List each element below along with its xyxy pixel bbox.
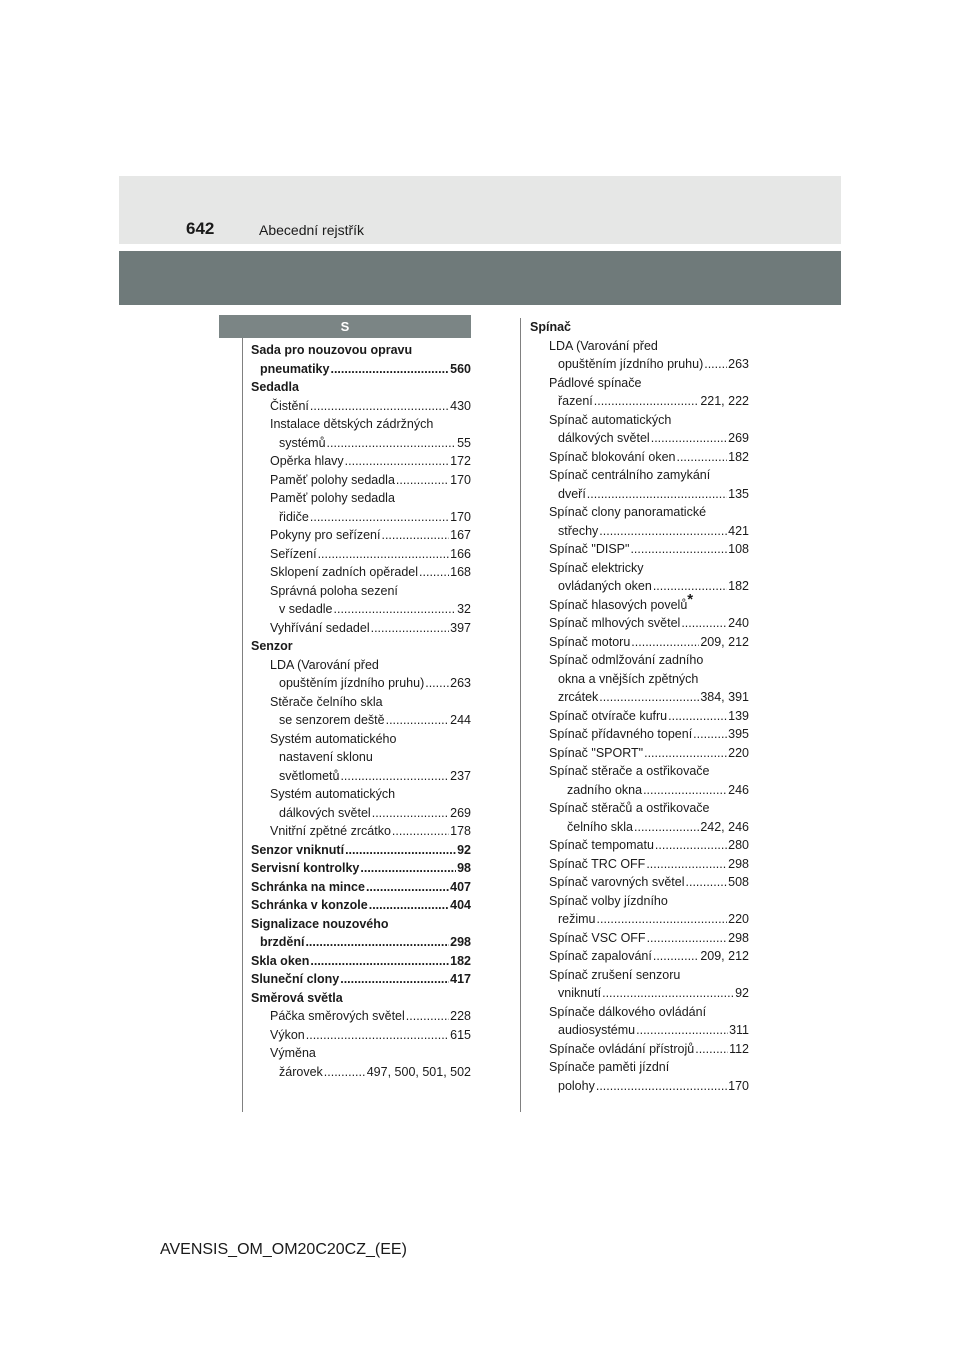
- entry-term: Spínač: [530, 320, 571, 334]
- leader-dots: [392, 822, 449, 840]
- entry-term: okna a vnějších zpětných: [558, 671, 699, 686]
- entry-term: zrcátek: [558, 690, 599, 704]
- entry-term: Pádlové spínače: [549, 375, 642, 390]
- index-entry: [251, 952, 471, 970]
- entry-term: Spínače ovládání přístrojů: [549, 1041, 695, 1056]
- index-entry: [270, 1007, 471, 1025]
- entry-term: Spínač TRC OFF: [549, 856, 646, 871]
- leader-dots: [693, 725, 727, 743]
- document-code: AVENSIS_OM_OM20C20CZ_(EE): [160, 1241, 407, 1258]
- index-entry: [270, 1026, 471, 1044]
- entry-term: Směrová světla: [251, 990, 343, 1005]
- index-entry: [270, 415, 471, 433]
- index-entry: [549, 892, 749, 910]
- entry-term: Pokyny pro seřízení: [270, 528, 381, 542]
- entry-term: Spínač stěračů a ostřikovače: [549, 801, 710, 815]
- header-dark-band: [119, 251, 841, 305]
- leader-dots: [599, 688, 699, 706]
- entry-term: Čistění: [270, 398, 309, 413]
- leader-dots: [425, 674, 449, 692]
- entry-page: 246: [728, 782, 749, 797]
- index-entry: [549, 411, 749, 429]
- entry-term: Spínač motoru: [549, 634, 631, 649]
- entry-term: nastavení sklonu: [279, 750, 373, 764]
- index-entry: [558, 910, 749, 928]
- entry-page: 242, 246: [700, 819, 749, 834]
- index-entry: [549, 836, 749, 854]
- page-number: 642: [186, 219, 215, 238]
- leader-dots: [306, 1026, 449, 1044]
- leader-dots: [310, 952, 449, 970]
- entry-term: čelního skla: [567, 819, 634, 834]
- index-entry: [251, 878, 471, 896]
- leader-dots: [634, 818, 699, 836]
- entry-term: Spínač elektricky: [549, 560, 644, 575]
- entry-term: Spínač centrálního zamykání: [549, 468, 711, 482]
- index-entry: [251, 989, 471, 1007]
- entry-page: 182: [728, 579, 749, 593]
- entry-term: pneumatiky: [260, 361, 330, 376]
- entry-term: Správná poloha sezení: [270, 583, 398, 598]
- entry-page: 298: [728, 930, 749, 945]
- leader-dots: [324, 1063, 366, 1081]
- index-entry: [558, 1021, 749, 1039]
- leader-dots: [646, 855, 727, 873]
- entry-term: Spínač odmlžování zadního: [549, 653, 704, 667]
- index-entry: [549, 633, 749, 651]
- index-entry: [558, 522, 749, 540]
- entry-page: 269: [450, 805, 471, 820]
- entry-term: Spínač zrušení senzoru: [549, 967, 681, 982]
- leader-dots: [372, 804, 449, 822]
- entry-term: Výměna: [270, 1046, 316, 1060]
- entry-term: Spínač VSC OFF: [549, 930, 646, 945]
- entry-page: 139: [728, 708, 749, 723]
- entry-page: 430: [450, 398, 471, 413]
- leader-dots: [360, 859, 456, 877]
- section-letter-bar: S: [219, 315, 471, 338]
- leader-dots: [381, 526, 449, 544]
- index-entry: [251, 859, 471, 877]
- index-entry: [549, 707, 749, 725]
- index-entry: [260, 933, 471, 951]
- entry-term: řazení: [558, 394, 593, 408]
- entry-term: Spínač tempomatu: [549, 838, 654, 852]
- leader-dots: [704, 355, 727, 373]
- leader-dots: [396, 471, 449, 489]
- leader-dots: [655, 836, 727, 854]
- entry-term: Senzor vniknutí: [251, 842, 345, 857]
- index-entry: [549, 929, 749, 947]
- index-entry: [270, 693, 471, 711]
- index-entry: [251, 341, 471, 359]
- index-entry: [251, 841, 471, 859]
- leader-dots: [587, 485, 727, 503]
- entry-page: 170: [450, 509, 471, 524]
- index-entry: [558, 1077, 749, 1095]
- index-entry: [251, 896, 471, 914]
- index-entry: [270, 582, 471, 600]
- index-entry: [549, 762, 749, 780]
- entry-page: 92: [457, 842, 471, 857]
- entry-term: Seřízení: [270, 546, 317, 561]
- index-entry: [549, 466, 749, 484]
- entry-term: dálkových světel: [558, 431, 650, 445]
- index-entry: [270, 397, 471, 415]
- entry-term: Stěrače čelního skla: [270, 694, 383, 709]
- index-entry: [270, 656, 471, 674]
- index-entry: [549, 966, 749, 984]
- index-entry: [549, 873, 749, 891]
- leader-dots: [597, 910, 728, 928]
- entry-term: Skla oken: [251, 953, 310, 968]
- index-entry: [558, 670, 749, 688]
- index-entry: [270, 526, 471, 544]
- index-entry: [549, 1040, 749, 1058]
- index-entry: [251, 637, 471, 655]
- leader-dots: [647, 929, 728, 947]
- index-entry: [270, 619, 471, 637]
- entry-term: Spínač stěrače a ostřikovače: [549, 764, 710, 778]
- index-entry: [279, 804, 471, 822]
- entry-page: 263: [450, 676, 471, 690]
- entry-page: 170: [728, 1078, 749, 1093]
- entry-term: Spínač hlasových povelů: [549, 597, 688, 612]
- entry-page: 269: [728, 431, 749, 445]
- entry-term: Spínač mlhových světel: [549, 616, 681, 630]
- index-entry: [270, 785, 471, 803]
- index-entry: [549, 1058, 749, 1076]
- entry-term: Paměť polohy sedadla: [270, 472, 395, 487]
- leader-dots: [327, 434, 457, 452]
- index-entry: [279, 674, 471, 692]
- entry-term: zadního okna: [567, 782, 643, 797]
- entry-page: 311: [729, 1023, 749, 1037]
- entry-term: Schránka na mince: [251, 879, 365, 894]
- entry-page: 32: [457, 602, 471, 616]
- leader-dots: [345, 452, 449, 470]
- leader-dots: [310, 508, 449, 526]
- index-entry: [549, 590, 749, 614]
- index-entry: [270, 563, 471, 581]
- index-entry: [549, 651, 749, 669]
- leader-dots: [596, 1077, 727, 1095]
- entry-term: Signalizace nouzového: [251, 916, 389, 931]
- leader-dots: [653, 947, 699, 965]
- entry-term: dálkových světel: [279, 805, 371, 820]
- entry-term: Výkon: [270, 1027, 305, 1042]
- leader-dots: [636, 1021, 728, 1039]
- entry-term: Spínač "DISP": [549, 542, 630, 556]
- index-entry: [549, 540, 749, 558]
- entry-term: Schránka v konzole: [251, 898, 368, 912]
- entry-page: 397: [450, 620, 471, 635]
- leader-dots: [695, 1040, 728, 1058]
- entry-term: opuštěním jízdního pruhu): [279, 676, 425, 690]
- leader-dots: [369, 896, 449, 914]
- index-entry: [279, 1063, 471, 1081]
- index-entry: [251, 378, 471, 396]
- index-entry: [549, 559, 749, 577]
- index-entry: [530, 318, 749, 336]
- entry-page: 98: [457, 861, 471, 875]
- entry-page: 209, 212: [700, 634, 749, 649]
- entry-term: Sklopení zadních opěradel: [270, 565, 419, 579]
- entry-term: vniknutí: [558, 986, 602, 1000]
- entry-page: 384, 391: [700, 690, 749, 704]
- entry-page: 170: [450, 472, 471, 487]
- index-entry: [260, 360, 471, 378]
- index-entry: [270, 452, 471, 470]
- entry-page: 497, 500, 501, 502: [366, 1064, 471, 1079]
- index-entry: [549, 337, 749, 355]
- leader-dots: [686, 873, 728, 891]
- entry-term: brzdění: [260, 935, 305, 949]
- leader-dots: [630, 540, 727, 558]
- entry-page: 182: [728, 449, 749, 464]
- entry-page: 417: [450, 972, 471, 986]
- entry-page: 407: [450, 879, 471, 894]
- entry-term: Sedadla: [251, 380, 299, 394]
- entry-page: 298: [728, 856, 749, 871]
- index-entry: [279, 600, 471, 618]
- entry-page: 221, 222: [700, 394, 749, 408]
- entry-page: 404: [450, 898, 471, 912]
- entry-term: opuštěním jízdního pruhu): [558, 357, 704, 371]
- index-entry: [558, 392, 749, 410]
- entry-term: Spínače dálkového ovládání: [549, 1004, 707, 1019]
- entry-term: Spínače paměti jízdní: [549, 1060, 670, 1074]
- entry-page: 178: [450, 824, 471, 838]
- entry-term: žárovek: [279, 1064, 323, 1079]
- index-entry: [549, 855, 749, 873]
- entry-term: Spínač clony panoramatické: [549, 505, 707, 519]
- leader-dots: [599, 522, 727, 540]
- entry-term: Spínač zapalování: [549, 949, 652, 963]
- entry-term: Sada pro nouzovou opravu: [251, 343, 413, 357]
- index-entry: [270, 471, 471, 489]
- entry-page: 108: [728, 542, 749, 556]
- entry-page: 228: [450, 1009, 471, 1023]
- leader-dots: [305, 933, 449, 951]
- entry-term: Opěrka hlavy: [270, 454, 344, 468]
- entry-term: polohy: [558, 1078, 595, 1093]
- entry-term: systémů: [279, 435, 326, 450]
- leader-dots: [371, 619, 450, 637]
- footnote-star: *: [687, 590, 694, 608]
- index-entry: [279, 508, 471, 526]
- entry-page: 280: [728, 838, 749, 852]
- entry-term: Systém automatického: [270, 731, 397, 746]
- entry-term: střechy: [558, 523, 599, 538]
- entry-term: Spínač přídavného topení: [549, 727, 693, 741]
- entry-page: 244: [450, 713, 471, 727]
- index-entry: [549, 448, 749, 466]
- index-entry: [558, 688, 749, 706]
- index-entry: [549, 1003, 749, 1021]
- index-entry: [549, 725, 749, 743]
- index-entry: [270, 489, 471, 507]
- index-entry: [549, 503, 749, 521]
- entry-page: 237: [450, 768, 471, 783]
- leader-dots: [386, 711, 450, 729]
- entry-page: 92: [735, 986, 749, 1000]
- right-column-rule: [520, 318, 521, 1112]
- index-entry: [558, 429, 749, 447]
- entry-term: světlometů: [279, 768, 340, 783]
- leader-dots: [330, 360, 449, 378]
- entry-term: LDA (Varování před: [549, 338, 658, 353]
- index-entry: [558, 485, 749, 503]
- entry-page: 168: [450, 565, 471, 579]
- entry-term: Servisní kontrolky: [251, 861, 360, 875]
- leader-dots: [340, 970, 449, 988]
- index-entry: [567, 818, 749, 836]
- entry-term: Paměť polohy sedadla: [270, 491, 395, 505]
- leader-dots: [602, 984, 734, 1002]
- entry-term: režimu: [558, 912, 596, 926]
- index-entry: [558, 577, 749, 595]
- entry-term: řidiče: [279, 509, 309, 524]
- index-entry: [549, 374, 749, 392]
- entry-page: 240: [728, 616, 749, 630]
- entry-page: 395: [728, 727, 749, 741]
- entry-term: Spínač "SPORT": [549, 745, 644, 760]
- leader-dots: [651, 429, 727, 447]
- index-entry: [558, 355, 749, 373]
- header-band: [119, 176, 841, 244]
- leader-dots: [340, 767, 449, 785]
- entry-term: se senzorem deště: [279, 713, 385, 727]
- leader-dots: [594, 392, 700, 410]
- entry-page: 421: [728, 523, 749, 538]
- entry-term: Spínač automatických: [549, 412, 672, 427]
- index-entry: [251, 970, 471, 988]
- entry-term: Spínač blokování oken: [549, 449, 676, 464]
- index-entry: [279, 767, 471, 785]
- entry-page: 182: [450, 953, 471, 968]
- entry-term: audiosystému: [558, 1023, 636, 1037]
- index-entry: [270, 822, 471, 840]
- index-entry: [279, 748, 471, 766]
- leader-dots: [310, 397, 449, 415]
- leader-dots: [366, 878, 449, 896]
- leader-dots: [643, 781, 727, 799]
- entry-page: 263: [728, 357, 749, 371]
- leader-dots: [668, 707, 727, 725]
- index-entry: [270, 730, 471, 748]
- index-entry: [270, 1044, 471, 1062]
- entry-term: Systém automatických: [270, 787, 396, 801]
- entry-term: Instalace dětských zádržných: [270, 417, 434, 431]
- entry-page: 112: [729, 1041, 749, 1056]
- leader-dots: [676, 448, 727, 466]
- index-entry: [279, 711, 471, 729]
- entry-page: 166: [450, 546, 471, 561]
- index-entry: [549, 799, 749, 817]
- entry-term: ovládaných oken: [558, 579, 652, 593]
- leader-dots: [631, 633, 699, 651]
- index-entry: [567, 781, 749, 799]
- index-entry: [558, 984, 749, 1002]
- entry-page: 508: [728, 875, 749, 889]
- entry-term: LDA (Varování před: [270, 657, 379, 672]
- entry-term: Spínač varovných světel: [549, 875, 685, 889]
- entry-term: dveří: [558, 486, 586, 501]
- entry-term: Sluneční clony: [251, 972, 340, 986]
- entry-page: 172: [450, 454, 471, 468]
- leader-dots: [681, 614, 727, 632]
- entry-page: 167: [450, 528, 471, 542]
- entry-term: Vnitřní zpětné zrcátko: [270, 824, 391, 838]
- index-entry: [549, 947, 749, 965]
- entry-page: 135: [728, 486, 749, 501]
- entry-page: 220: [728, 912, 749, 926]
- leader-dots: [334, 600, 457, 618]
- entry-term: Spínač otvírače kufru: [549, 708, 668, 723]
- index-entry: [279, 434, 471, 452]
- entry-page: 560: [450, 361, 471, 376]
- index-entry: [251, 915, 471, 933]
- leader-dots: [345, 841, 456, 859]
- entry-term: Senzor: [251, 639, 293, 653]
- index-entry: [549, 614, 749, 632]
- entry-page: 209, 212: [700, 949, 749, 963]
- entry-page: 220: [728, 745, 749, 760]
- left-column-rule: [242, 338, 243, 1112]
- entry-term: Vyhřívání sedadel: [270, 620, 370, 635]
- entry-page: 298: [450, 935, 471, 949]
- page-title: Abecední rejstřík: [259, 222, 365, 238]
- entry-page: 55: [457, 435, 471, 450]
- leader-dots: [644, 744, 727, 762]
- entry-term: v sedadle: [279, 602, 333, 616]
- leader-dots: [406, 1007, 449, 1025]
- entry-term: Páčka směrových světel: [270, 1009, 405, 1023]
- leader-dots: [318, 545, 450, 563]
- entry-term: Spínač volby jízdního: [549, 893, 668, 908]
- leader-dots: [419, 563, 449, 581]
- entry-page: 615: [450, 1027, 471, 1042]
- index-entry: [270, 545, 471, 563]
- index-entry: [549, 744, 749, 762]
